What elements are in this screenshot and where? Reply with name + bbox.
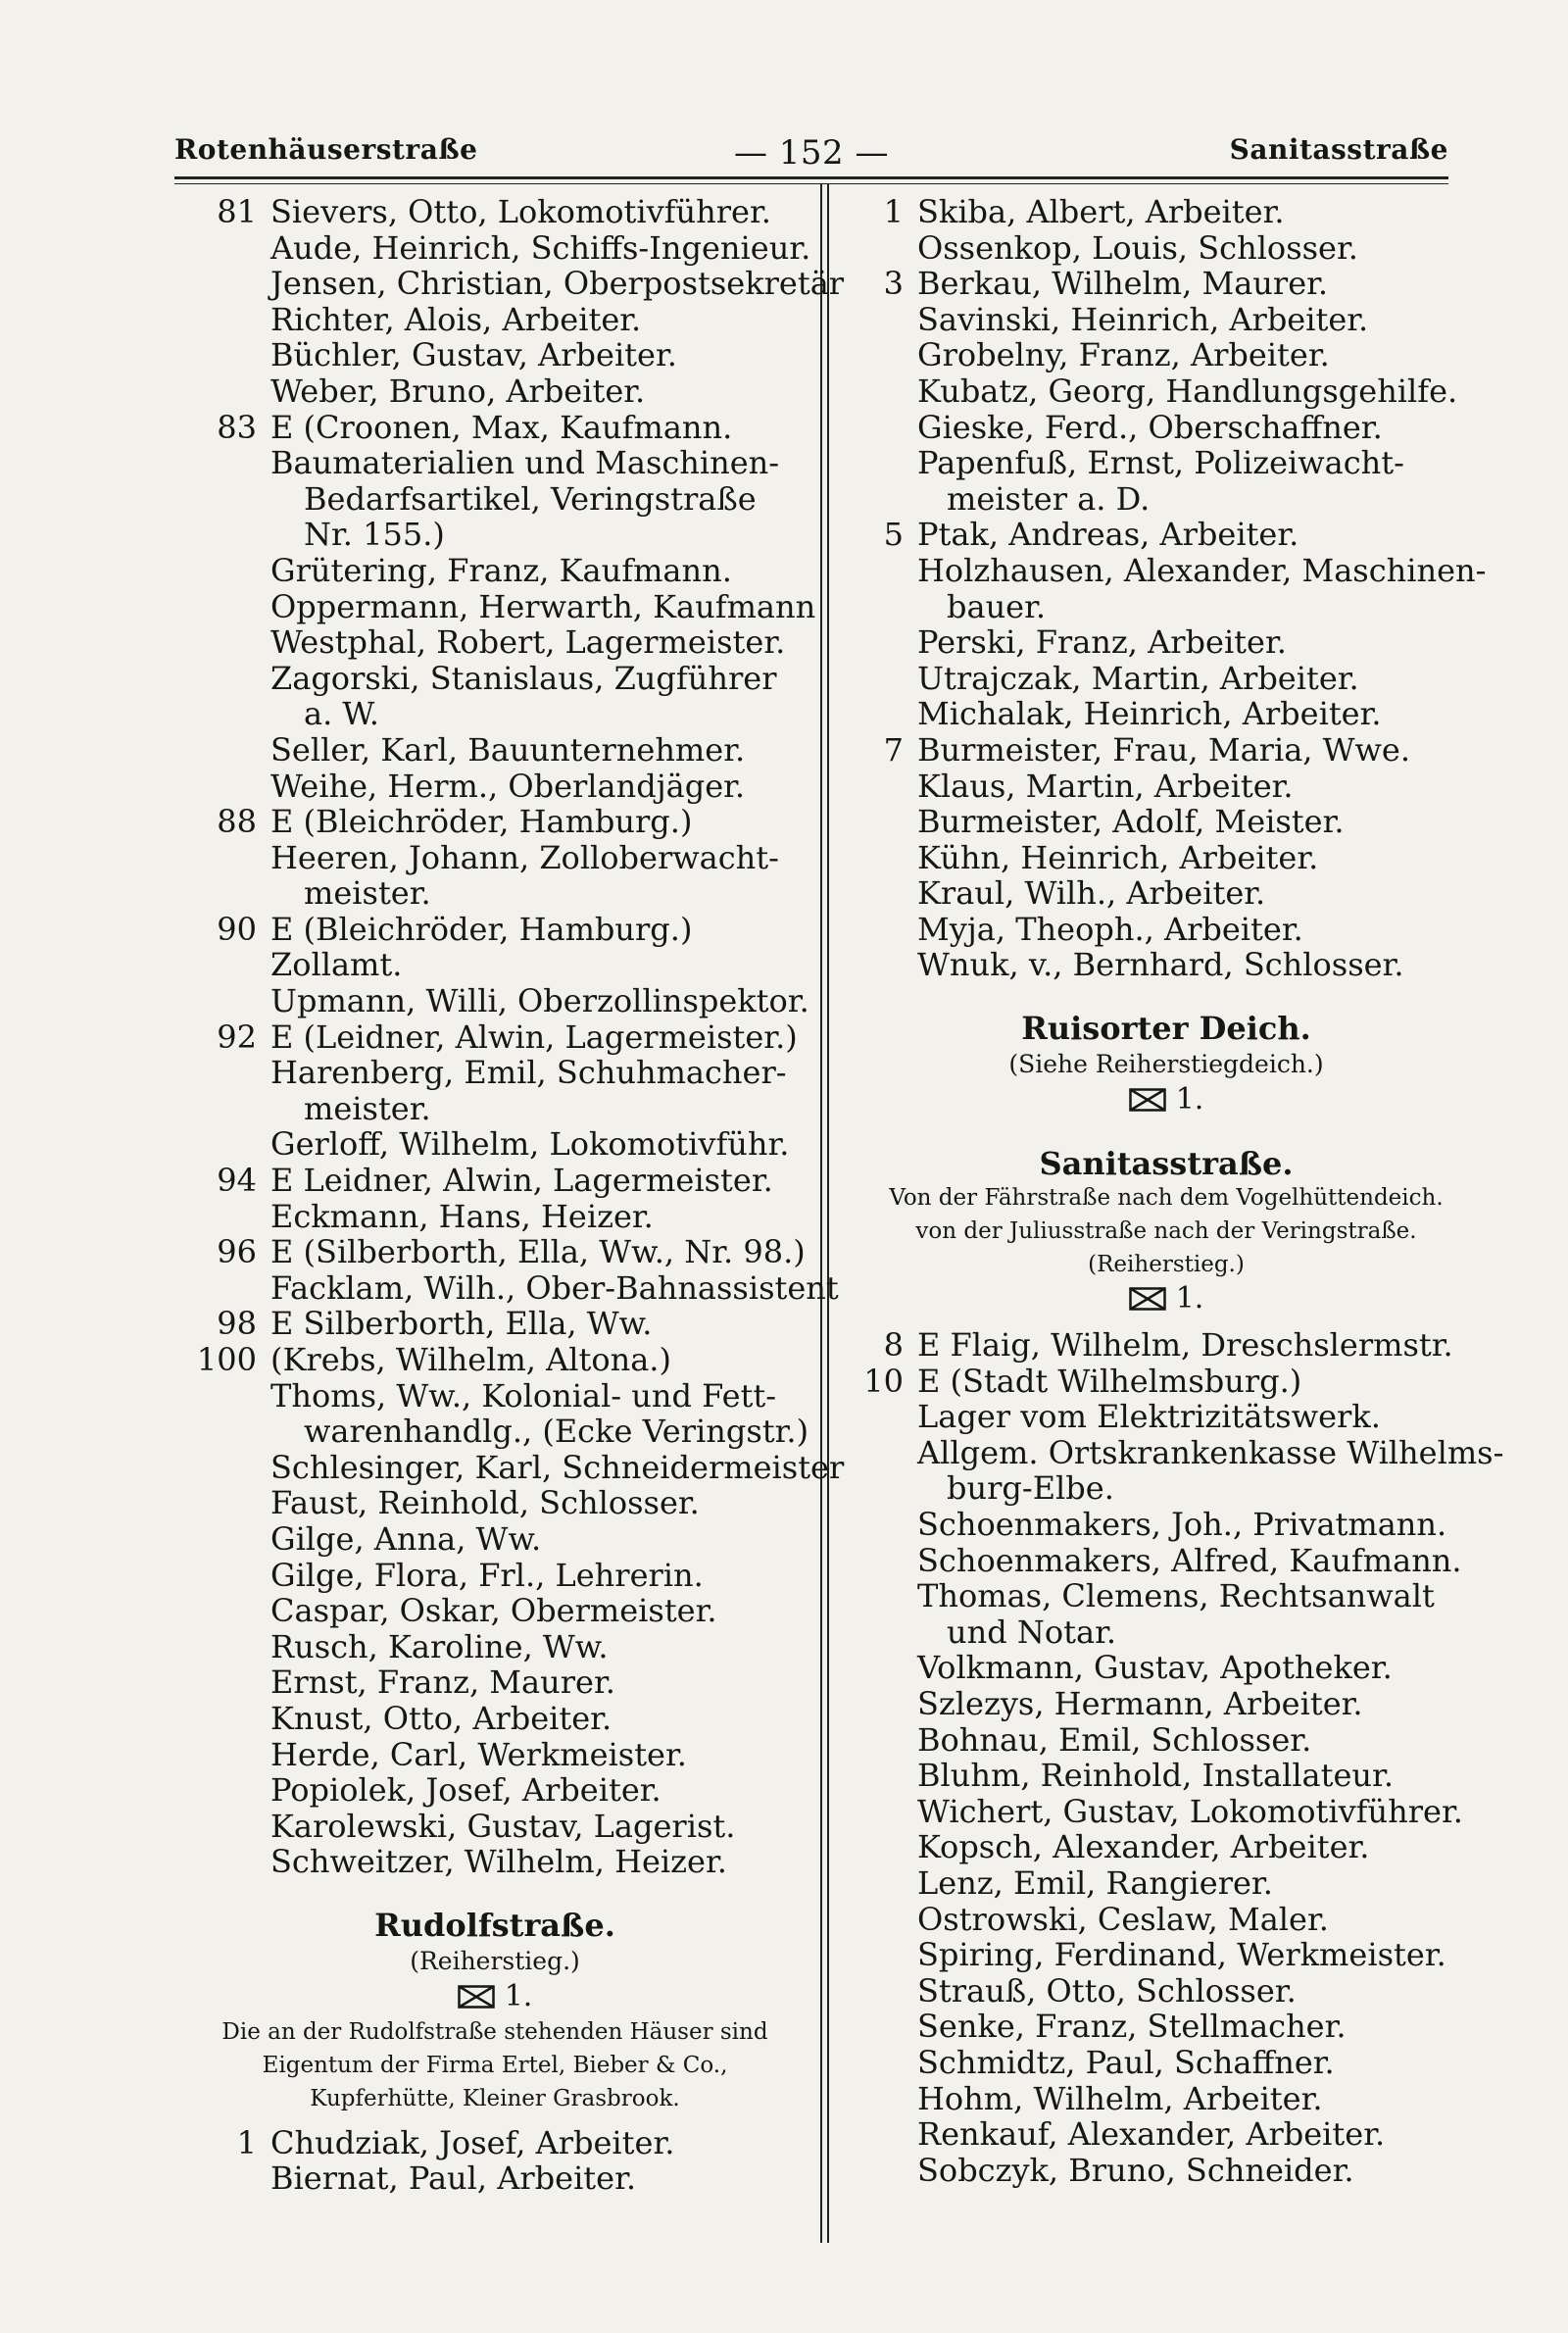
list-item [176, 1163, 813, 1199]
resident-entry: Savinski, Heinrich, Arbeiter. [917, 300, 1369, 338]
envelope-icon [458, 1985, 495, 2009]
house-number: 100 [196, 1341, 257, 1378]
list-item [853, 302, 1480, 338]
list-item [853, 769, 1480, 805]
list-item [853, 1829, 1480, 1865]
street-heading [176, 1908, 813, 1944]
resident-entry: Ernst, Franz, Maurer. [270, 1663, 615, 1702]
list-item [853, 1614, 1480, 1651]
list-item [176, 840, 813, 876]
street-note-text: von der Juliusstraße nach der Veringstraße. [915, 1218, 1417, 1245]
list-item [853, 589, 1480, 625]
resident-entry: Seller, Karl, Bauunternehmer. [270, 730, 746, 769]
street-district [176, 1944, 813, 1980]
list-item [853, 875, 1480, 912]
list-item [176, 1378, 813, 1415]
header-left-street: Rotenhäuserstraße [174, 133, 478, 166]
resident-entry: Gilge, Anna, Ww. [270, 1519, 542, 1558]
list-item [176, 553, 813, 589]
resident-entry: E (Silberborth, Ella, Ww., Nr. 98.) [270, 1233, 806, 1271]
list-item [853, 2116, 1480, 2153]
list-item [176, 1019, 813, 1056]
list-item [853, 1973, 1480, 2010]
list-item [176, 1737, 813, 1773]
resident-entry: Biernat, Paul, Arbeiter. [270, 2159, 637, 2198]
envelope-icon [1129, 1287, 1166, 1311]
resident-entry: Lenz, Emil, Rangierer. [917, 1863, 1273, 1902]
column-divider [820, 184, 822, 2243]
resident-entry: a. W. [304, 695, 379, 733]
list-item [853, 1650, 1480, 1686]
right-column [853, 193, 1504, 2189]
list-item [853, 1507, 1480, 1543]
spacer [176, 1880, 813, 1908]
list-item [176, 983, 813, 1019]
resident-entry: Zagorski, Stanislaus, Zugführer [270, 659, 777, 697]
street-note-text: (Reiherstieg.) [1088, 1252, 1245, 1278]
list-item [176, 2160, 813, 2197]
postal-district-number: 1. [1175, 1082, 1204, 1117]
list-item [853, 1758, 1480, 1794]
resident-entry: Zollamt. [270, 946, 403, 984]
list-item [853, 551, 1487, 589]
house-number: 98 [217, 1305, 257, 1343]
list-item [176, 230, 813, 267]
list-item [853, 2045, 1480, 2081]
list-item [853, 661, 1480, 697]
resident-entry: Senke, Franz, Stellmacher. [917, 2008, 1347, 2046]
resident-entry: Schmidtz, Paul, Schaffner. [917, 2043, 1335, 2081]
resident-entry: Herde, Carl, Werkmeister. [270, 1735, 687, 1773]
list-item [853, 2009, 1480, 2045]
house-number: 96 [217, 1233, 257, 1271]
list-item [176, 696, 813, 732]
list-item [853, 194, 1480, 230]
resident-entry: Myja, Theoph., Arbeiter. [917, 910, 1303, 948]
list-item [176, 1809, 813, 1845]
list-item [176, 804, 813, 840]
resident-entry: E (Stadt Wilhelmsburg.) [917, 1362, 1302, 1400]
list-item [853, 1327, 1480, 1364]
list-item [176, 373, 813, 410]
resident-entry: Upmann, Willi, Oberzollinspektor. [270, 982, 809, 1020]
list-item [176, 1055, 813, 1091]
resident-entry: Gieske, Ferd., Oberschaffner. [917, 408, 1383, 446]
resident-entry: E (Bleichröder, Hamburg.) [270, 910, 693, 948]
resident-entry: Burmeister, Adolf, Meister. [917, 803, 1345, 841]
resident-entry: Skiba, Albert, Arbeiter. [917, 193, 1285, 230]
list-item [176, 481, 813, 518]
resident-entry: Schoenmakers, Alfred, Kaufmann. [917, 1541, 1462, 1579]
resident-entry: Knust, Otto, Arbeiter. [270, 1699, 612, 1737]
list-item [853, 912, 1480, 948]
list-item [853, 947, 1480, 983]
list-item [853, 1902, 1480, 1938]
street-heading-text: Ruisorter Deich. [1021, 1010, 1311, 1048]
resident-entry: Baumaterialien und Maschinen- [270, 444, 780, 482]
resident-entry: Grütering, Franz, Kaufmann. [270, 551, 732, 589]
resident-entry: E Leidner, Alwin, Lagermeister. [270, 1162, 773, 1200]
list-item [853, 1937, 1480, 1973]
street-district-text: (Reiherstieg.) [410, 1946, 580, 1975]
resident-entry: burg-Elbe. [947, 1469, 1114, 1508]
list-item [853, 732, 1480, 769]
resident-entry: Burmeister, Frau, Maria, Wwe. [917, 730, 1410, 769]
resident-entry: Weber, Bruno, Arbeiter. [270, 372, 646, 410]
list-item [853, 266, 1480, 302]
resident-entry: Westphal, Robert, Lagermeister. [270, 623, 786, 662]
street-note-text: Von der Fährstraße nach dem Vogelhüttendeich. [889, 1185, 1444, 1212]
list-item [176, 1558, 813, 1594]
house-number: 1 [883, 193, 904, 230]
header-rule-thin [174, 183, 1448, 184]
street-reference-text: (Siehe Reiherstiegdeich.) [1008, 1049, 1324, 1078]
resident-entry: Chudziak, Josef, Arbeiter. [270, 2123, 675, 2161]
column-divider [827, 184, 829, 2243]
resident-entry: Büchler, Gustav, Arbeiter. [270, 336, 677, 374]
resident-entry: Kraul, Wilh., Arbeiter. [917, 874, 1266, 913]
street-note [853, 1181, 1480, 1215]
list-item [853, 804, 1480, 840]
list-item [176, 2125, 813, 2161]
street-note [853, 1248, 1480, 1281]
resident-entry: Harenberg, Emil, Schuhmacher- [270, 1054, 787, 1092]
list-item [853, 1686, 1480, 1722]
resident-entry: Kubatz, Georg, Handlungsgehilfe. [917, 372, 1458, 410]
list-item [176, 1268, 839, 1307]
list-item [176, 1664, 813, 1701]
list-item [176, 1772, 813, 1809]
list-item [853, 2081, 1480, 2117]
house-number: 10 [863, 1362, 904, 1400]
street-note [853, 1215, 1480, 1248]
list-item [176, 445, 813, 481]
resident-entry: Caspar, Oskar, Obermeister. [270, 1592, 717, 1630]
resident-entry: Volkmann, Gustav, Apotheker. [917, 1649, 1393, 1687]
list-item [853, 337, 1480, 373]
house-number: 7 [883, 730, 904, 769]
list-item [176, 337, 813, 373]
resident-entry: Thomas, Clemens, Rechtsanwalt [917, 1577, 1435, 1615]
resident-entry: Aude, Heinrich, Schiffs-Ingenieur. [270, 228, 811, 267]
resident-entry: E (Bleichröder, Hamburg.) [270, 803, 693, 841]
house-number: 1 [236, 2123, 257, 2161]
resident-entry: Richter, Alois, Arbeiter. [270, 300, 642, 338]
list-item [853, 1364, 1480, 1400]
resident-entry: und Notar. [947, 1613, 1117, 1651]
resident-entry: Spiring, Ferdinand, Werkmeister. [917, 1936, 1446, 1974]
resident-entry: Berkau, Wilhelm, Maurer. [917, 265, 1329, 303]
header-rule-thick [174, 176, 1448, 179]
list-item [176, 1629, 813, 1665]
resident-entry: Hohm, Wilhelm, Arbeiter. [917, 2079, 1323, 2117]
house-number: 83 [217, 408, 257, 446]
house-number: 94 [217, 1162, 257, 1200]
resident-entry: E Silberborth, Ella, Ww. [270, 1305, 653, 1343]
resident-entry: meister a. D. [947, 479, 1151, 518]
list-item [176, 302, 813, 338]
list-item [853, 840, 1480, 876]
list-item [176, 410, 813, 446]
house-number: 8 [883, 1326, 904, 1365]
resident-entry: Lager vom Elektrizitätswerk. [917, 1398, 1381, 1436]
resident-entry: E (Croonen, Max, Kaufmann. [270, 408, 733, 446]
list-item [176, 1342, 813, 1378]
resident-entry: Kopsch, Alexander, Arbeiter. [917, 1828, 1370, 1866]
list-item [853, 410, 1480, 446]
resident-entry: Wnuk, v., Bernhard, Schlosser. [917, 946, 1404, 984]
list-item [176, 1091, 813, 1127]
resident-entry: Heeren, Johann, Zolloberwacht- [270, 838, 779, 876]
street-note [176, 2082, 813, 2115]
postal-district-number: 1. [1175, 1281, 1204, 1316]
resident-entry: Grobelny, Franz, Arbeiter. [917, 336, 1330, 374]
list-item [853, 1433, 1504, 1471]
postal-district-number: 1. [504, 1979, 533, 2014]
list-item [853, 1794, 1480, 1830]
resident-entry: Popiolek, Josef, Arbeiter. [270, 1771, 662, 1810]
street-heading-text: Sanitasstraße. [1039, 1144, 1294, 1182]
list-item [176, 265, 845, 303]
list-item [176, 1844, 813, 1880]
resident-entry: Ptak, Andreas, Arbeiter. [917, 516, 1299, 554]
list-item [176, 1521, 813, 1558]
resident-entry: Michalak, Heinrich, Arbeiter. [917, 695, 1382, 733]
resident-entry: Bohnau, Emil, Schlosser. [917, 1720, 1312, 1759]
resident-entry: Faust, Reinhold, Schlosser. [270, 1484, 700, 1522]
house-number: 88 [217, 803, 257, 841]
resident-entry: Gilge, Flora, Frl., Lehrerin. [270, 1556, 704, 1594]
list-item [176, 875, 813, 912]
resident-entry: Strauß, Otto, Schlosser. [917, 1971, 1297, 2010]
resident-entry: Szlezys, Hermann, Arbeiter. [917, 1684, 1363, 1722]
list-item [853, 1470, 1480, 1507]
list-item [853, 445, 1480, 481]
resident-entry: Weihe, Herm., Oberlandjäger. [270, 767, 746, 805]
list-item [853, 1543, 1480, 1579]
resident-entry: Schoenmakers, Joh., Privatmann. [917, 1506, 1447, 1543]
list-item [176, 1306, 813, 1342]
resident-entry: Nr. 155.) [304, 516, 445, 554]
list-item [176, 1199, 813, 1235]
postal-district [853, 1281, 1480, 1317]
house-number: 5 [883, 516, 904, 554]
list-item [176, 769, 813, 805]
street-heading [853, 1146, 1480, 1182]
header-right-street: Sanitasstraße [1229, 133, 1448, 166]
postal-district-label [458, 1979, 533, 2013]
list-item [176, 194, 813, 230]
envelope-icon [1129, 1088, 1166, 1112]
spacer [853, 1118, 1480, 1146]
resident-entry: Kühn, Heinrich, Arbeiter. [917, 838, 1319, 876]
resident-entry: Sobczyk, Bruno, Schneider. [917, 2151, 1354, 2189]
street-note [176, 2015, 813, 2049]
list-item [176, 661, 813, 697]
street-note-text: Kupferhütte, Kleiner Grasbrook. [310, 2085, 680, 2111]
resident-entry: E Flaig, Wilhelm, Dreschslermstr. [917, 1326, 1453, 1365]
resident-entry: Gerloff, Wilhelm, Lokomotivführ. [270, 1125, 790, 1164]
resident-entry: meister. [304, 874, 431, 913]
resident-entry: (Krebs, Wilhelm, Altona.) [270, 1341, 671, 1378]
resident-entry: Schweitzer, Wilhelm, Heizer. [270, 1843, 727, 1881]
resident-entry: Holzhausen, Alexander, Maschinen- [917, 551, 1487, 589]
list-item [176, 587, 816, 625]
list-item [176, 624, 813, 661]
list-item [853, 1722, 1480, 1759]
house-number: 81 [217, 193, 257, 230]
spacer [853, 983, 1480, 1011]
resident-entry: bauer. [947, 587, 1047, 625]
list-item [176, 1593, 813, 1629]
resident-entry: Papenfuß, Ernst, Polizeiwacht- [917, 444, 1404, 482]
resident-entry: Perski, Franz, Arbeiter. [917, 623, 1287, 662]
resident-entry: Facklam, Wilh., Ober-Bahnassistent [270, 1268, 839, 1307]
list-item [853, 696, 1480, 732]
street-note-text: Eigentum der Firma Ertel, Bieber & Co., [262, 2052, 728, 2078]
resident-entry: Bluhm, Reinhold, Installateur. [917, 1757, 1394, 1795]
resident-entry: Jensen, Christian, Oberpostsekretär [270, 265, 845, 303]
list-item [176, 1414, 813, 1450]
resident-entry: Ossenkop, Louis, Schlosser. [917, 228, 1358, 267]
house-number: 92 [217, 1018, 257, 1056]
list-item [853, 1578, 1480, 1614]
postal-district [853, 1082, 1480, 1118]
postal-district [176, 1979, 813, 2015]
list-item [853, 624, 1480, 661]
resident-entry: Karolewski, Gustav, Lagerist. [270, 1807, 736, 1845]
list-item [176, 1234, 813, 1270]
resident-entry: Bedarfsartikel, Veringstraße [304, 479, 757, 518]
list-item [176, 1126, 813, 1163]
resident-entry: Ostrowski, Ceslaw, Maler. [917, 1900, 1329, 1938]
street-reference [853, 1047, 1480, 1083]
resident-entry: Rusch, Karoline, Ww. [270, 1627, 609, 1665]
list-item [853, 373, 1480, 410]
list-item [853, 1865, 1480, 1902]
resident-entry: Schlesinger, Karl, Schneidermeister [270, 1448, 845, 1486]
page-header [174, 133, 1448, 173]
resident-entry: Renkauf, Alexander, Arbeiter. [917, 2115, 1386, 2154]
postal-district-label [1129, 1082, 1204, 1117]
list-item [176, 912, 813, 948]
list-item [176, 1701, 813, 1737]
list-item [176, 517, 813, 553]
house-number: 90 [217, 910, 257, 948]
street-note-text: Die an der Rudolfstraße stehenden Häuser sind [221, 2018, 768, 2045]
list-item [853, 517, 1480, 553]
list-item [176, 947, 813, 983]
resident-entry: E (Leidner, Alwin, Lagermeister.) [270, 1018, 798, 1056]
resident-entry: meister. [304, 1089, 431, 1127]
resident-entry: Sievers, Otto, Lokomotivführer. [270, 193, 771, 230]
list-item [176, 732, 813, 769]
resident-entry: Utrajczak, Martin, Arbeiter. [917, 659, 1359, 697]
resident-entry: Oppermann, Herwarth, Kaufmann [270, 587, 816, 625]
list-item [853, 2153, 1480, 2189]
resident-entry: Thoms, Ww., Kolonial- und Fett- [270, 1376, 777, 1415]
list-item [176, 1448, 845, 1486]
list-item [853, 1399, 1480, 1435]
list-item [853, 230, 1480, 267]
page-number: — 152 — [733, 133, 889, 173]
list-item [853, 481, 1480, 518]
resident-entry: Klaus, Martin, Arbeiter. [917, 767, 1294, 805]
resident-entry: Wichert, Gustav, Lokomotivführer. [917, 1792, 1463, 1830]
street-note [176, 2049, 813, 2082]
resident-entry: warenhandlg., (Ecke Veringstr.) [304, 1413, 809, 1451]
resident-entry: Eckmann, Hans, Heizer. [270, 1197, 654, 1235]
street-heading [853, 1011, 1480, 1047]
list-item [176, 1485, 813, 1521]
resident-entry: Allgem. Ortskrankenkasse Wilhelms- [917, 1433, 1504, 1471]
left-column [176, 193, 845, 2198]
postal-district-label [1129, 1281, 1204, 1315]
house-number: 3 [883, 265, 904, 303]
street-heading-text: Rudolfstraße. [374, 1906, 615, 1944]
